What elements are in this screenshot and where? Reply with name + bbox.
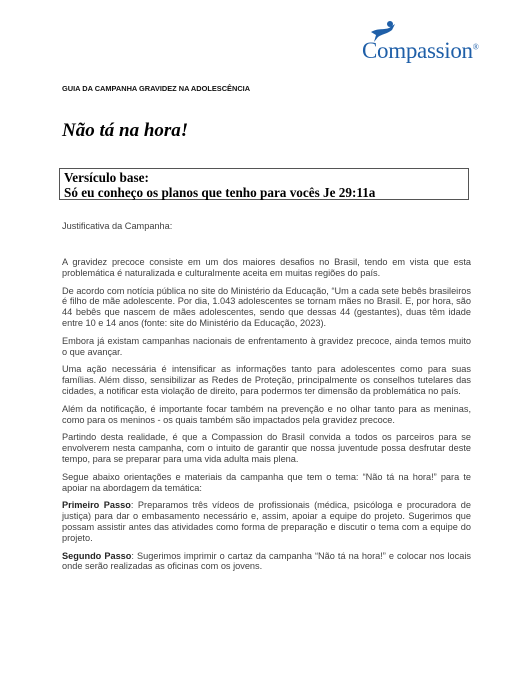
verse-text: Só eu conheço os planos que tenho para vocês Je 29:11a bbox=[64, 185, 376, 200]
step-paragraph bbox=[62, 551, 471, 573]
step-label: Primeiro Passo bbox=[62, 500, 131, 511]
verse-box bbox=[59, 168, 469, 200]
logo-text: Compassion® bbox=[362, 38, 479, 63]
document-body bbox=[62, 257, 471, 579]
step-label: Segundo Passo bbox=[62, 550, 132, 561]
compassion-logo bbox=[362, 20, 479, 66]
document-title: Não tá na hora! bbox=[62, 120, 189, 141]
paragraph: De acordo com notícia pública no site do Ministério da Educação, “Um a cada sete bebês brasileiros é filho de mãe adolescente. Por dia, 1.043 adolescentes se tornam mães no Brasil. E, por hora, são 44 bebês que nascem de mães adolescentes, sendo que dessas 44 (gestantes), duas têm idade entre 10 e 14 anos (fonte: site do Ministério da Educação, 2023). bbox=[62, 285, 471, 328]
justification-label: Justificativa da Campanha: bbox=[62, 221, 173, 231]
paragraph: Embora já existam campanhas nacionais de enfrentamento à gravidez precoce, ainda temos muito o que avançar. bbox=[62, 335, 471, 357]
verse-label: Versículo base: bbox=[64, 170, 149, 185]
paragraph: A gravidez precoce consiste em um dos maiores desafios no Brasil, tendo em vista que esta problemática é naturalizada e culturalmente aceita em muitas regiões do país. bbox=[62, 257, 471, 278]
step-text: : Sugerimos imprimir o cartaz da campanha “Não tá na hora!” e colocar nos locais onde serão realizadas as oficinas com os jovens. bbox=[62, 550, 471, 572]
step-paragraph bbox=[62, 500, 471, 543]
paragraph: Uma ação necessária é intensificar as informações tanto para adolescentes como para suas famílias. Além disso, sensibilizar as Redes de Proteção, principalmente os conselhos tutelares das cidades, a notificar esta violação de direito, para podermos ter dimensão da problemática no país. bbox=[62, 364, 471, 396]
paragraph: Partindo desta realidade, é que a Compassion do Brasil convida a todos os parceiros para se envolverem nesta campanha, com o intuito de garantir que nossa juventude possa desfrutar deste tempo, para se preparar para uma vida adulta mais plena. bbox=[62, 432, 471, 464]
paragraph: Além da notificação, é importante focar também na prevenção e no olhar tanto para as meninas, como para os meninos - os quais também são impactados pela gravidez precoce. bbox=[62, 403, 471, 425]
paragraph: Segue abaixo orientações e materiais da campanha que tem o tema: “Não tá na hora!” para te apoiar na abordagem da temática: bbox=[62, 471, 471, 493]
step-text: : Preparamos três vídeos de profissionais (médica, psicóloga e procuradora de justiça) para dar o embasamento necessário e, assim, apoiar a equipe do projeto. Sugerimos que possam assistir antes das atividades como forma de preparação e discutir o tema com a equipe do projeto. bbox=[62, 500, 471, 543]
document-header: GUIA DA CAMPANHA GRAVIDEZ NA ADOLESCÊNCIA bbox=[62, 84, 251, 93]
